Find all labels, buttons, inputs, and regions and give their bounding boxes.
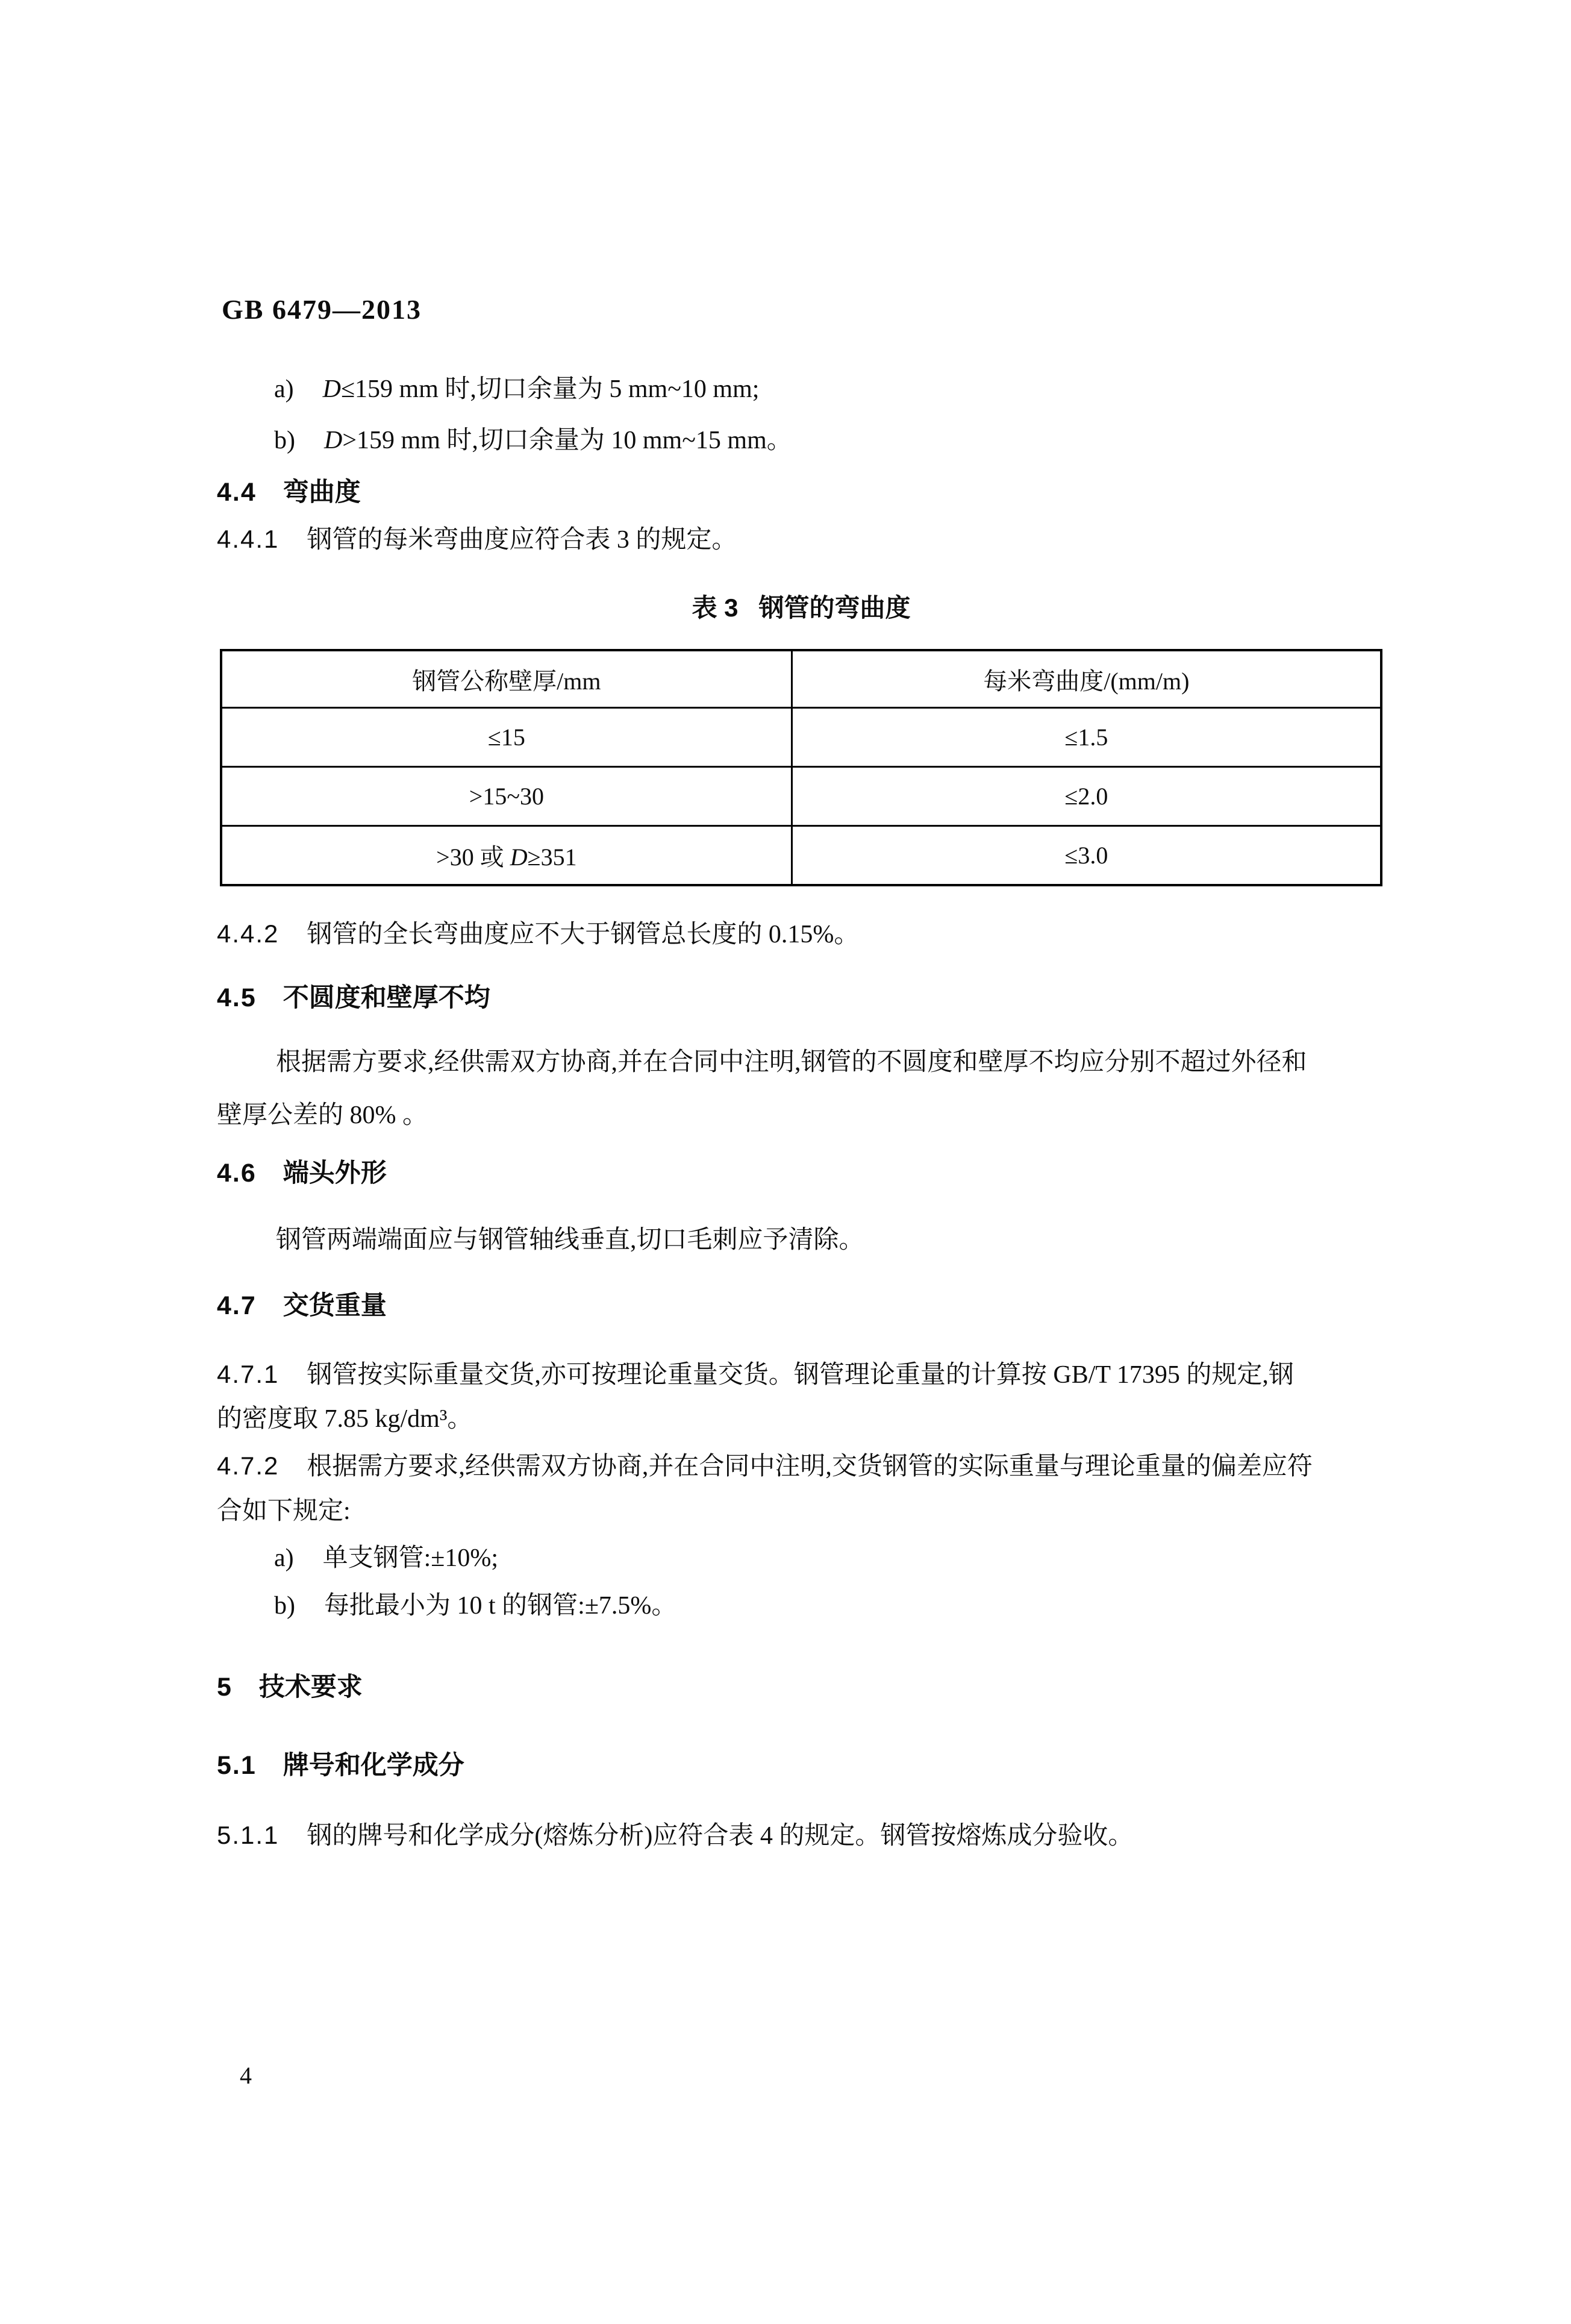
clause-number: 4.7.2 bbox=[217, 1452, 280, 1480]
heading-number: 4.6 bbox=[217, 1159, 257, 1188]
clause-4-4-1 bbox=[217, 525, 737, 554]
table3-header-cell: 钢管公称壁厚/mm bbox=[221, 650, 792, 708]
list-item-label: a) bbox=[274, 1544, 294, 1572]
table3-header-row bbox=[221, 650, 1381, 708]
heading-title: 弯曲度 bbox=[283, 478, 361, 507]
clause-4-7-1 bbox=[217, 1360, 1294, 1389]
clause-4-4-2 bbox=[217, 919, 859, 949]
heading-number: 5 bbox=[217, 1673, 233, 1702]
section-heading-4-6 bbox=[217, 1159, 387, 1188]
table3-cell: >15~30 bbox=[221, 767, 792, 826]
paragraph-line: 根据需方要求,经供需双方协商,并在合同中注明,钢管的不圆度和壁厚不均应分别不超过外径和 bbox=[276, 1048, 1307, 1076]
table3-caption bbox=[220, 588, 1382, 624]
table3-cell: ≤3.0 bbox=[792, 826, 1381, 886]
list-item-label: a) bbox=[274, 375, 294, 403]
list-item-text: D>159 mm 时,切口余量为 10 mm~15 mm。 bbox=[324, 427, 792, 454]
section-heading-4-5 bbox=[217, 984, 490, 1012]
table3-row bbox=[221, 708, 1381, 767]
clause-text: 根据需方要求,经供需双方协商,并在合同中注明,交货钢管的实际重量与理论重量的偏差应符 bbox=[307, 1453, 1313, 1480]
heading-number: 4.4 bbox=[217, 478, 257, 507]
clause-5-1-1 bbox=[217, 1821, 1133, 1850]
table3-cell: ≤2.0 bbox=[792, 767, 1381, 826]
heading-title: 技术要求 bbox=[258, 1673, 363, 1702]
heading-number: 4.5 bbox=[217, 983, 257, 1012]
section-heading-5 bbox=[217, 1673, 363, 1702]
page-number: 4 bbox=[240, 2062, 252, 2089]
list-item-text: 每批最小为 10 t 的钢管:±7.5%。 bbox=[324, 1592, 677, 1620]
list-item-label: b) bbox=[274, 1592, 295, 1620]
heading-title: 不圆度和壁厚不均 bbox=[283, 983, 490, 1012]
list-item-text: 单支钢管:±10%; bbox=[322, 1544, 499, 1572]
heading-number: 4.7 bbox=[217, 1291, 257, 1320]
section-heading-4-4 bbox=[217, 478, 361, 507]
standard-number: GB 6479—2013 bbox=[222, 294, 422, 325]
heading-title: 端头外形 bbox=[283, 1159, 387, 1188]
clause-4-7-2 bbox=[217, 1452, 1313, 1481]
clause-number: 4.7.1 bbox=[217, 1360, 280, 1388]
paragraph-line: 的密度取 7.85 kg/dm³。 bbox=[217, 1405, 473, 1433]
section-heading-4-7 bbox=[217, 1292, 387, 1320]
heading-title: 交货重量 bbox=[283, 1291, 387, 1320]
table3-header-cell: 每米弯曲度/(mm/m) bbox=[792, 650, 1381, 708]
list-item-label: b) bbox=[274, 427, 295, 454]
table3-row bbox=[221, 826, 1381, 886]
paragraph-line: 合如下规定: bbox=[217, 1497, 351, 1525]
clause-number: 4.4.1 bbox=[217, 525, 280, 553]
heading-number: 5.1 bbox=[217, 1751, 257, 1780]
paragraph-line: 壁厚公差的 80% 。 bbox=[217, 1101, 428, 1129]
list-item bbox=[274, 426, 792, 455]
list-item-text: D≤159 mm 时,切口余量为 5 mm~10 mm; bbox=[322, 375, 760, 403]
table3-cell: ≤15 bbox=[221, 708, 792, 767]
table3 bbox=[220, 649, 1382, 886]
table3-cell: >30 或 D≥351 bbox=[221, 826, 792, 886]
table3-caption-title: 钢管的弯曲度 bbox=[758, 594, 911, 622]
section-heading-5-1 bbox=[217, 1752, 464, 1780]
clause-text: 钢管的全长弯曲度应不大于钢管总长度的 0.15%。 bbox=[307, 921, 860, 948]
clause-text: 钢管按实际重量交货,亦可按理论重量交货。钢管理论重量的计算按 GB/T 17395 的规定,钢 bbox=[307, 1361, 1294, 1389]
list-item bbox=[274, 1591, 676, 1620]
table3-caption-label: 表 3 bbox=[692, 594, 739, 622]
heading-title: 牌号和化学成分 bbox=[283, 1751, 464, 1780]
paragraph-line: 钢管两端端面应与钢管轴线垂直,切口毛刺应予清除。 bbox=[276, 1226, 864, 1254]
clause-number: 5.1.1 bbox=[217, 1821, 280, 1849]
table3-row bbox=[221, 767, 1381, 826]
clause-text: 钢的牌号和化学成分(熔炼分析)应符合表 4 的规定。钢管按熔炼成分验收。 bbox=[307, 1822, 1134, 1850]
list-item bbox=[274, 1544, 498, 1573]
list-item bbox=[274, 375, 759, 404]
clause-number: 4.4.2 bbox=[217, 919, 280, 948]
clause-text: 钢管的每米弯曲度应符合表 3 的规定。 bbox=[307, 526, 737, 554]
table3-cell: ≤1.5 bbox=[792, 708, 1381, 767]
